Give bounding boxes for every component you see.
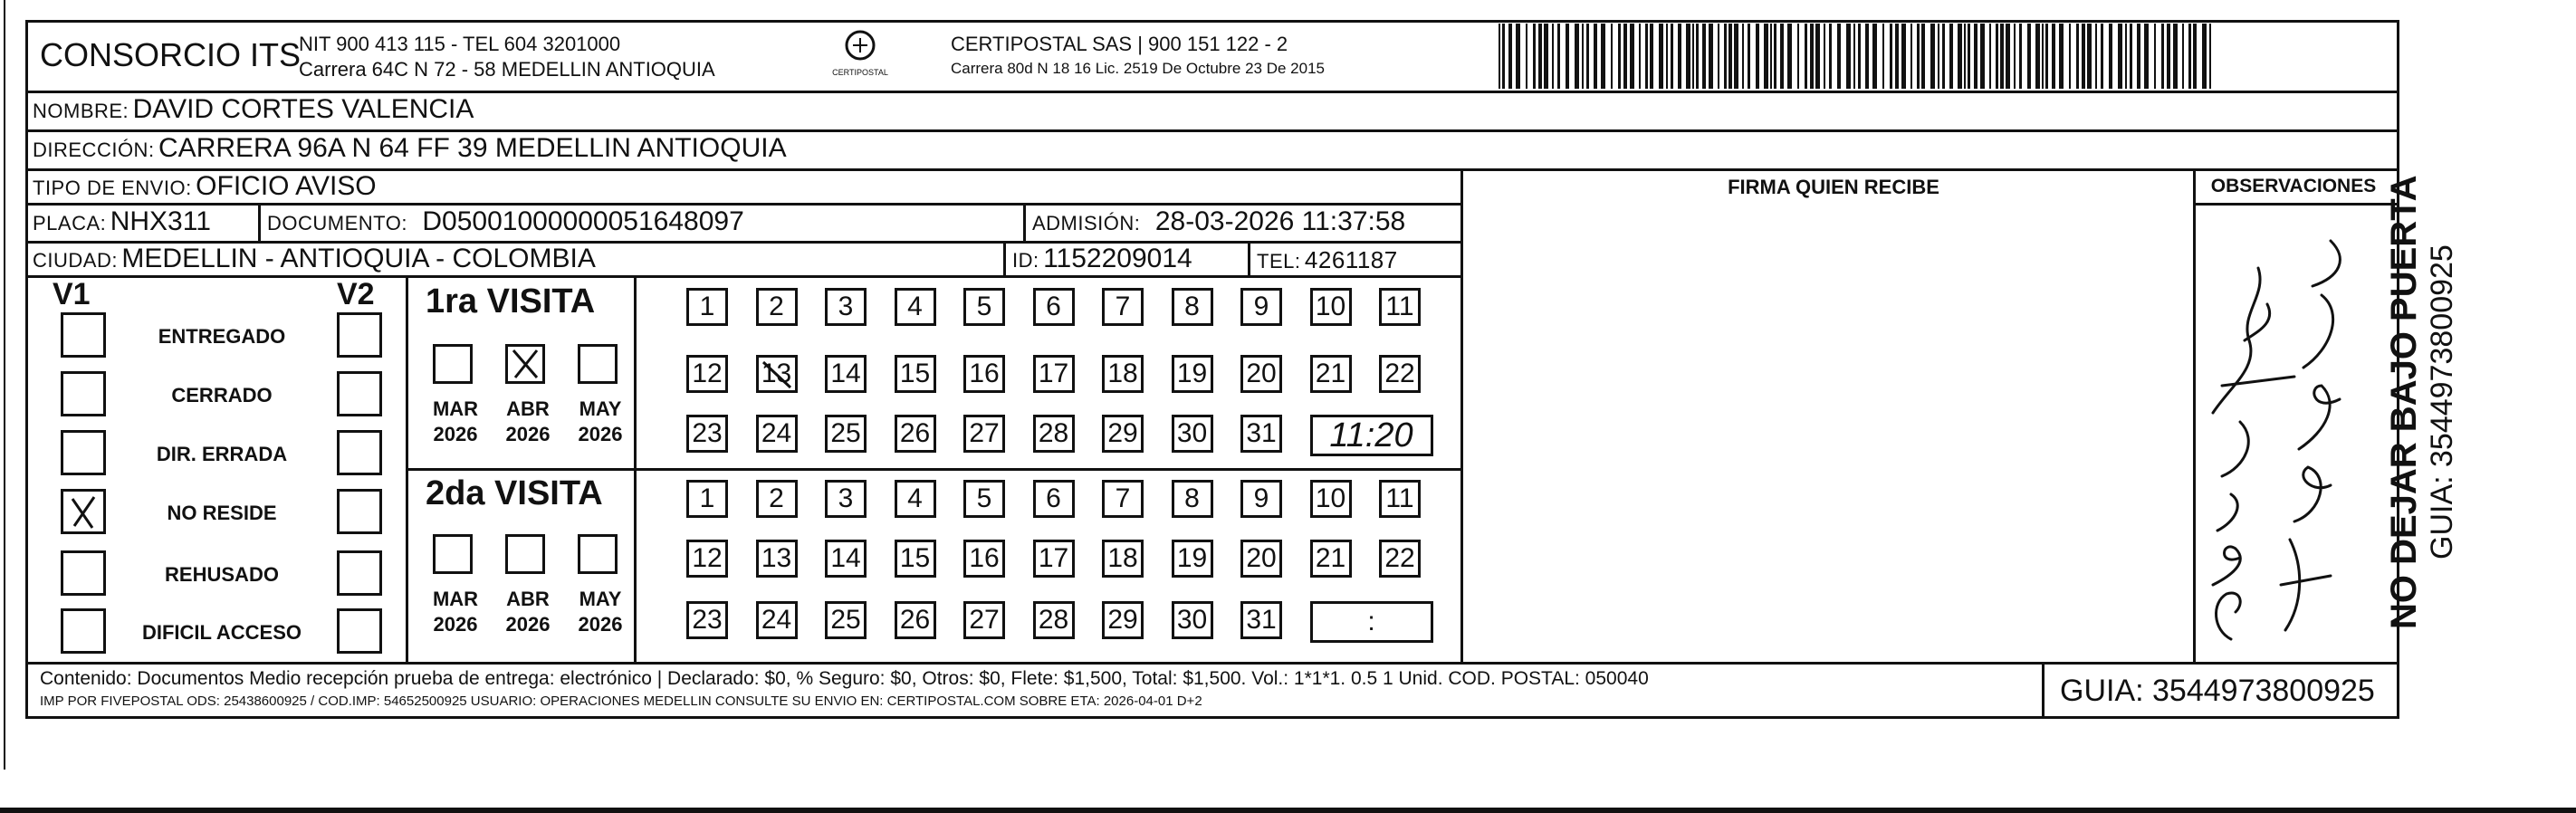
status-label: REHUSADO bbox=[165, 563, 279, 586]
nombre-value: DAVID CORTES VALENCIA bbox=[132, 94, 474, 124]
barcode-bar bbox=[1917, 24, 1920, 89]
nombre-label: NOMBRE: bbox=[33, 100, 129, 122]
barcode-bar bbox=[1538, 24, 1542, 89]
barcode-bar bbox=[1650, 24, 1653, 89]
day-box[interactable]: 13 bbox=[756, 355, 798, 393]
day-box[interactable]: 12 bbox=[686, 355, 728, 393]
logo-text: CERTIPOSTAL bbox=[832, 68, 888, 77]
day-box[interactable]: 30 bbox=[1172, 601, 1213, 639]
barcode-bar bbox=[1949, 24, 1953, 89]
barcode-bar bbox=[1989, 24, 1991, 89]
admision-value: 28-03-2026 11:37:58 bbox=[1154, 206, 1406, 236]
barcode-bar bbox=[1533, 24, 1536, 89]
company-nit: NIT 900 413 115 - TEL 604 3201000 bbox=[299, 33, 621, 55]
barcode-bar bbox=[1686, 24, 1690, 89]
barcode-bar bbox=[1810, 24, 1814, 89]
side-guia: GUIA: 3544973800925 bbox=[2425, 244, 2459, 560]
barcode bbox=[1499, 24, 2223, 89]
left-rule bbox=[4, 0, 5, 770]
day-box[interactable]: 1 bbox=[686, 480, 728, 518]
visit-time-box[interactable]: 11:20 bbox=[1310, 415, 1433, 456]
barcode-bar bbox=[1865, 24, 1869, 89]
day-box[interactable]: 18 bbox=[1102, 540, 1144, 578]
barcode-bar bbox=[1566, 24, 1569, 89]
day-box[interactable]: 31 bbox=[1240, 601, 1282, 639]
id-field bbox=[1012, 244, 1192, 274]
barcode-bar bbox=[1575, 24, 1579, 89]
month-label bbox=[569, 587, 632, 636]
month-year: 2026 bbox=[505, 422, 551, 445]
day-box[interactable]: 19 bbox=[1172, 355, 1213, 393]
tipo-envio-label: TIPO DE ENVIO: bbox=[33, 177, 192, 199]
day-box[interactable]: 3 bbox=[825, 480, 867, 518]
v2-label: V2 bbox=[337, 277, 375, 311]
barcode-bar bbox=[1709, 24, 1713, 89]
tel-value: 4261187 bbox=[1304, 246, 1398, 273]
day-box[interactable]: 29 bbox=[1102, 601, 1144, 639]
day-box[interactable]: 5 bbox=[963, 288, 1005, 326]
barcode-bar bbox=[1770, 24, 1772, 89]
barcode-bar bbox=[1508, 24, 1512, 89]
barcode-bar bbox=[2130, 24, 2132, 89]
month-checkbox[interactable] bbox=[578, 344, 618, 384]
guia-box-text: GUIA: 3544973800925 bbox=[2060, 674, 2375, 708]
barcode-bar bbox=[1645, 24, 1648, 89]
barcode-bar bbox=[2188, 24, 2191, 89]
barcode-bar bbox=[2059, 24, 2064, 89]
day-box[interactable]: 27 bbox=[963, 415, 1005, 453]
barcode-bar bbox=[1829, 24, 1832, 89]
day-box[interactable]: 24 bbox=[756, 415, 798, 453]
barcode-bar bbox=[2202, 24, 2207, 89]
month-year: 2026 bbox=[505, 612, 551, 636]
day-box[interactable]: 2 bbox=[756, 288, 798, 326]
day-box[interactable]: 21 bbox=[1310, 540, 1352, 578]
bottom-rule bbox=[0, 808, 2576, 813]
month-label bbox=[569, 397, 632, 446]
barcode-bar bbox=[1958, 24, 1962, 89]
barcode-bar bbox=[2109, 24, 2112, 89]
barcode-bar bbox=[1557, 24, 1560, 89]
visit2-title: 2da VISITA bbox=[426, 474, 603, 512]
day-box[interactable]: 4 bbox=[895, 480, 936, 518]
v2-checkbox[interactable] bbox=[337, 608, 382, 654]
day-box[interactable]: 17 bbox=[1033, 540, 1075, 578]
visit1-title: 1ra VISITA bbox=[426, 282, 596, 320]
barcode-bar bbox=[1526, 24, 1527, 89]
day-box[interactable]: 20 bbox=[1240, 355, 1282, 393]
barcode-bar bbox=[1780, 24, 1784, 89]
check-mark-icon bbox=[63, 492, 103, 531]
barcode-bar bbox=[1696, 24, 1699, 89]
v2-checkbox[interactable] bbox=[337, 371, 382, 416]
day-box[interactable]: 9 bbox=[1240, 480, 1282, 518]
day-box[interactable]: 15 bbox=[895, 355, 936, 393]
month-name: ABR bbox=[506, 588, 550, 610]
footer-line1: Contenido: Documentos Medio recepción prueba de entrega: electrónico | Declarado: $0, % Seguro: $0, Otros: $0, Flete: $1,500, Total: $1,500. Vol.: 1*1*1. 0.5 1 Unid. COD. POSTAL: 050040 bbox=[40, 668, 1649, 689]
status-label: DIFICIL ACCESO bbox=[141, 621, 302, 644]
barcode-bar bbox=[1582, 24, 1584, 89]
v1-checkbox[interactable] bbox=[61, 608, 106, 654]
firma-label: FIRMA QUIEN RECIBE bbox=[1728, 176, 1939, 198]
day-box[interactable]: 1 bbox=[686, 288, 728, 326]
barcode-bar bbox=[2161, 24, 2164, 89]
v1-checkbox[interactable] bbox=[61, 430, 106, 475]
month-checkbox[interactable] bbox=[505, 344, 545, 384]
v1-checkbox[interactable] bbox=[61, 312, 106, 358]
barcode-bar bbox=[1692, 24, 1694, 89]
barcode-bar bbox=[1671, 24, 1673, 89]
logo-icon bbox=[842, 29, 878, 63]
month-name: ABR bbox=[506, 397, 550, 420]
barcode-bar bbox=[2209, 24, 2211, 89]
barcode-bar bbox=[2144, 24, 2149, 89]
carrier-address: Carrera 80d N 18 16 Lic. 2519 De Octubre 23 De 2015 bbox=[951, 60, 1325, 77]
v1-checkbox[interactable] bbox=[61, 550, 106, 596]
barcode-bar bbox=[2027, 24, 2031, 89]
ciudad-field bbox=[33, 244, 596, 274]
barcode-bar bbox=[1516, 24, 1520, 89]
month-year: 2026 bbox=[578, 612, 623, 636]
tipo-envio-field bbox=[33, 171, 377, 202]
month-name: MAY bbox=[579, 397, 622, 420]
barcode-bar bbox=[1742, 24, 1744, 89]
barcode-bar bbox=[1601, 24, 1605, 89]
day-box[interactable]: 5 bbox=[963, 480, 1005, 518]
barcode-bar bbox=[2193, 24, 2197, 89]
check-mark-icon bbox=[508, 347, 542, 381]
month-label bbox=[424, 397, 487, 446]
month-checkbox[interactable] bbox=[433, 534, 473, 574]
day-box[interactable]: 14 bbox=[825, 355, 867, 393]
barcode-bar bbox=[1666, 24, 1668, 89]
barcode-bar bbox=[1630, 24, 1634, 89]
placa-field bbox=[33, 206, 211, 237]
barcode-bar bbox=[1930, 24, 1935, 89]
month-year: 2026 bbox=[433, 612, 478, 636]
month-name: MAR bbox=[432, 397, 479, 420]
status-label: CERRADO bbox=[171, 384, 273, 406]
status-label: DIR. ERRADA bbox=[156, 443, 288, 465]
barcode-bar bbox=[1872, 24, 1877, 89]
barcode-bar bbox=[1837, 24, 1841, 89]
month-checkbox[interactable] bbox=[433, 344, 473, 384]
day-box[interactable]: 16 bbox=[963, 355, 1005, 393]
day-box[interactable]: 11 bbox=[1379, 288, 1421, 326]
admision-label: ADMISIÓN: bbox=[1032, 212, 1141, 234]
day-box[interactable]: 15 bbox=[895, 540, 936, 578]
barcode-bar bbox=[1544, 24, 1548, 89]
documento-value: D05001000000051648097 bbox=[422, 206, 744, 236]
day-mark-icon bbox=[756, 355, 798, 393]
month-label bbox=[424, 587, 487, 636]
direccion-value: CARRERA 96A N 64 FF 39 MEDELLIN ANTIOQUIA bbox=[158, 133, 787, 163]
barcode-bar bbox=[1774, 24, 1776, 89]
barcode-bar bbox=[1964, 24, 1966, 89]
certipostal-logo bbox=[815, 29, 905, 83]
barcode-bar bbox=[2118, 24, 2122, 89]
company-address: Carrera 64C N 72 - 58 MEDELLIN ANTIOQUIA bbox=[299, 58, 715, 81]
barcode-bar bbox=[1996, 24, 1998, 89]
barcode-bar bbox=[1502, 24, 1505, 89]
barcode-bar bbox=[1787, 24, 1792, 89]
day-box[interactable]: 13 bbox=[756, 540, 798, 578]
month-year: 2026 bbox=[578, 422, 623, 445]
documento-label: DOCUMENTO: bbox=[267, 212, 407, 234]
barcode-bar bbox=[2167, 24, 2170, 89]
day-box[interactable]: 14 bbox=[825, 540, 867, 578]
barcode-bar bbox=[2095, 24, 2097, 89]
barcode-bar bbox=[1702, 24, 1706, 89]
observaciones-text: Casa Atlahd Flew y el bbox=[2195, 205, 2204, 206]
v1-checkbox[interactable] bbox=[61, 371, 106, 416]
barcode-bar bbox=[1611, 24, 1613, 89]
barcode-bar bbox=[1824, 24, 1825, 89]
barcode-bar bbox=[2019, 24, 2022, 89]
tipo-envio-value: OFICIO AVISO bbox=[196, 171, 377, 201]
v2-checkbox[interactable] bbox=[337, 430, 382, 475]
barcode-bar bbox=[1853, 24, 1855, 89]
nombre-field bbox=[33, 94, 474, 125]
admision-field bbox=[1032, 206, 1405, 237]
ciudad-label: CIUDAD: bbox=[33, 249, 118, 272]
footer-line2: IMP POR FIVEPOSTAL ODS: 25438600925 / COD.IMP: 54652500925 USUARIO: OPERACIONES MEDELLIN CONSULTE SU ENVIO EN: CERTIPOSTAL.COM SOBRE ETA: 2026-04-01 D+2 bbox=[40, 693, 1202, 709]
barcode-bar bbox=[1858, 24, 1861, 89]
barcode-bar bbox=[1639, 24, 1641, 89]
day-box[interactable]: 25 bbox=[825, 601, 867, 639]
day-box[interactable]: 24 bbox=[756, 601, 798, 639]
status-label: ENTREGADO bbox=[158, 325, 286, 348]
day-box[interactable]: 4 bbox=[895, 288, 936, 326]
barcode-bar bbox=[1797, 24, 1799, 89]
day-box[interactable]: 30 bbox=[1172, 415, 1213, 453]
barcode-bar bbox=[1623, 24, 1627, 89]
documento-field bbox=[267, 206, 744, 237]
barcode-bar bbox=[1756, 24, 1759, 89]
v1-checkbox[interactable] bbox=[61, 489, 106, 534]
barcode-bar bbox=[1968, 24, 1970, 89]
barcode-bar bbox=[2125, 24, 2127, 89]
month-name: MAR bbox=[432, 588, 479, 610]
barcode-bar bbox=[2173, 24, 2178, 89]
barcode-bar bbox=[1890, 24, 1892, 89]
day-box[interactable]: 22 bbox=[1379, 540, 1421, 578]
day-box[interactable]: 12 bbox=[686, 540, 728, 578]
barcode-bar bbox=[2045, 24, 2048, 89]
barcode-bar bbox=[1764, 24, 1768, 89]
month-checkbox[interactable] bbox=[505, 534, 545, 574]
barcode-bar bbox=[1724, 24, 1727, 89]
month-label bbox=[496, 587, 560, 636]
barcode-bar bbox=[1586, 24, 1589, 89]
barcode-bar bbox=[1980, 24, 1985, 89]
barcode-bar bbox=[1910, 24, 1912, 89]
visit-time-box[interactable]: : bbox=[1310, 601, 1433, 643]
observaciones-label: OBSERVACIONES bbox=[2210, 176, 2377, 196]
direccion-field bbox=[33, 133, 787, 164]
barcode-bar bbox=[2069, 24, 2071, 89]
barcode-bar bbox=[2014, 24, 2016, 89]
barcode-bar bbox=[2087, 24, 2092, 89]
barcode-bar bbox=[2006, 24, 2010, 89]
barcode-bar bbox=[1805, 24, 1807, 89]
day-box[interactable]: 3 bbox=[825, 288, 867, 326]
day-box[interactable]: 20 bbox=[1240, 540, 1282, 578]
barcode-bar bbox=[1552, 24, 1554, 89]
day-box[interactable]: 7 bbox=[1102, 288, 1144, 326]
status-label: NO RESIDE bbox=[167, 502, 277, 524]
day-box[interactable]: 6 bbox=[1033, 480, 1075, 518]
id-value: 1152209014 bbox=[1043, 244, 1192, 273]
direccion-label: DIRECCIÓN: bbox=[33, 139, 155, 161]
month-name: MAY bbox=[579, 588, 622, 610]
barcode-bar bbox=[1734, 24, 1738, 89]
id-label: ID: bbox=[1012, 249, 1039, 272]
day-box[interactable]: 25 bbox=[825, 415, 867, 453]
day-box[interactable]: 11 bbox=[1379, 480, 1421, 518]
barcode-bar bbox=[1938, 24, 1939, 89]
observaciones-handwriting bbox=[2195, 205, 2372, 662]
day-box[interactable]: 9 bbox=[1240, 288, 1282, 326]
day-box[interactable]: 17 bbox=[1033, 355, 1075, 393]
placa-label: PLACA: bbox=[33, 212, 107, 234]
day-box[interactable]: 28 bbox=[1033, 601, 1075, 639]
v2-checkbox[interactable] bbox=[337, 312, 382, 358]
v2-checkbox[interactable] bbox=[337, 489, 382, 534]
barcode-bar bbox=[2182, 24, 2184, 89]
barcode-bar bbox=[2101, 24, 2103, 89]
barcode-bar bbox=[1748, 24, 1750, 89]
barcode-bar bbox=[1594, 24, 1597, 89]
day-box[interactable]: 6 bbox=[1033, 288, 1075, 326]
day-box[interactable]: 31 bbox=[1240, 415, 1282, 453]
day-box[interactable]: 18 bbox=[1102, 355, 1144, 393]
day-box[interactable]: 29 bbox=[1102, 415, 1144, 453]
v2-checkbox[interactable] bbox=[337, 550, 382, 596]
day-box[interactable]: 2 bbox=[756, 480, 798, 518]
barcode-bar bbox=[2076, 24, 2079, 89]
day-box[interactable]: 22 bbox=[1379, 355, 1421, 393]
day-box[interactable]: 26 bbox=[895, 601, 936, 639]
barcode-bar bbox=[1882, 24, 1884, 89]
barcode-bar bbox=[1718, 24, 1719, 89]
carrier-name: CERTIPOSTAL SAS | 900 151 122 - 2 bbox=[951, 33, 1288, 55]
barcode-bar bbox=[1729, 24, 1732, 89]
day-box[interactable]: 8 bbox=[1172, 480, 1213, 518]
barcode-bar bbox=[1499, 24, 1500, 89]
company-name: CONSORCIO ITS bbox=[40, 36, 302, 73]
ciudad-value: MEDELLIN - ANTIOQUIA - COLOMBIA bbox=[121, 244, 596, 273]
day-box[interactable]: 10 bbox=[1310, 480, 1352, 518]
barcode-bar bbox=[1942, 24, 1945, 89]
day-box[interactable]: 10 bbox=[1310, 288, 1352, 326]
day-box[interactable]: 7 bbox=[1102, 480, 1144, 518]
barcode-bar bbox=[1895, 24, 1899, 89]
day-box[interactable]: 28 bbox=[1033, 415, 1075, 453]
barcode-bar bbox=[2035, 24, 2040, 89]
barcode-bar bbox=[2042, 24, 2044, 89]
day-box[interactable]: 27 bbox=[963, 601, 1005, 639]
barcode-bar bbox=[1659, 24, 1663, 89]
barcode-bar bbox=[1815, 24, 1820, 89]
day-box[interactable]: 8 bbox=[1172, 288, 1213, 326]
month-checkbox[interactable] bbox=[578, 534, 618, 574]
day-box[interactable]: 23 bbox=[686, 601, 728, 639]
barcode-bar bbox=[2052, 24, 2055, 89]
barcode-bar bbox=[2000, 24, 2004, 89]
barcode-bar bbox=[2082, 24, 2085, 89]
day-box[interactable]: 19 bbox=[1172, 540, 1213, 578]
barcode-bar bbox=[2137, 24, 2140, 89]
barcode-bar bbox=[1921, 24, 1925, 89]
barcode-bar bbox=[1846, 24, 1851, 89]
barcode-bar bbox=[2154, 24, 2156, 89]
barcode-bar bbox=[1901, 24, 1906, 89]
tel-field bbox=[1257, 246, 1398, 274]
placa-value: NHX311 bbox=[110, 206, 211, 236]
day-box[interactable]: 26 bbox=[895, 415, 936, 453]
day-box[interactable]: 16 bbox=[963, 540, 1005, 578]
month-year: 2026 bbox=[433, 422, 478, 445]
tel-label: TEL: bbox=[1257, 250, 1301, 273]
v1-label: V1 bbox=[53, 277, 91, 311]
barcode-bar bbox=[1974, 24, 1977, 89]
day-box[interactable]: 23 bbox=[686, 415, 728, 453]
barcode-bar bbox=[1678, 24, 1681, 89]
barcode-bar bbox=[1618, 24, 1621, 89]
side-instruction: NO DEJAR BAJO PUERTA bbox=[2384, 175, 2424, 629]
month-label bbox=[496, 397, 560, 446]
day-box[interactable]: 21 bbox=[1310, 355, 1352, 393]
